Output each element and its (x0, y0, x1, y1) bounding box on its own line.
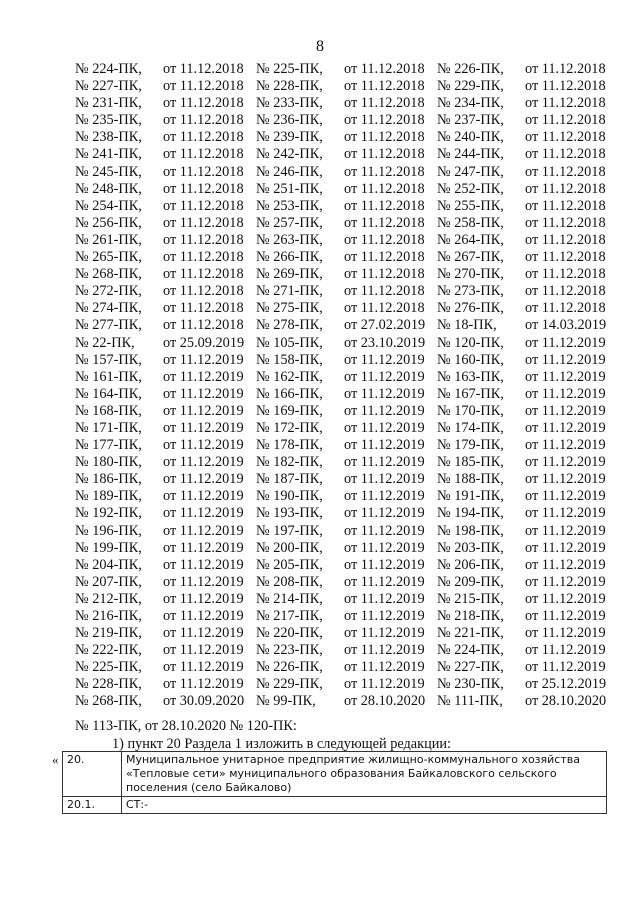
resolution-number: № 193-ПК, (256, 505, 323, 522)
resolution-number: № 200-ПК, (256, 539, 323, 556)
resolution-number: № 182-ПК, (256, 454, 323, 471)
resolution-number: № 164-ПК, (75, 385, 142, 402)
resolution-number: № 222-ПК, (75, 642, 142, 659)
resolution-list (75, 61, 608, 711)
resolution-number: № 177-ПК, (75, 437, 142, 454)
list-row (75, 471, 608, 488)
resolution-date: от 11.12.2018 (163, 266, 244, 283)
resolution-date: от 11.12.2018 (163, 129, 244, 146)
resolution-date: от 11.12.2018 (344, 163, 425, 180)
resolution-date: от 11.12.2018 (163, 231, 244, 248)
resolution-date: от 11.12.2018 (344, 231, 425, 248)
resolution-date: от 11.12.2018 (163, 61, 244, 77)
resolution-number: № 209-ПК, (437, 573, 504, 590)
resolution-date: от 11.12.2019 (163, 539, 244, 556)
resolution-number: № 167-ПК, (437, 385, 504, 402)
list-row (75, 232, 608, 249)
list-row (75, 540, 608, 557)
resolution-number: № 205-ПК, (256, 556, 323, 573)
resolution-number: № 226-ПК, (256, 659, 323, 676)
resolution-number: № 190-ПК, (256, 488, 323, 505)
resolution-number: № 99-ПК, (256, 693, 316, 710)
resolution-date: от 11.12.2018 (163, 317, 244, 334)
resolution-number: № 158-ПК, (256, 351, 323, 368)
resolution-number: № 244-ПК, (437, 146, 504, 163)
resolution-date: от 11.12.2019 (525, 402, 606, 419)
list-row (75, 608, 608, 625)
resolution-date: от 11.12.2019 (525, 522, 606, 539)
resolution-date: от 11.12.2018 (163, 249, 244, 266)
resolution-number: № 225-ПК, (256, 61, 323, 77)
item-text: СТ:- (122, 797, 607, 814)
resolution-date: от 27.02.2019 (344, 317, 426, 334)
resolution-number: № 189-ПК, (75, 488, 142, 505)
resolution-date: от 11.12.2019 (344, 608, 425, 624)
list-row (75, 488, 608, 505)
resolution-date: от 11.12.2018 (525, 61, 606, 77)
resolution-number: № 229-ПК, (256, 676, 323, 693)
resolution-number: № 265-ПК, (75, 249, 142, 266)
resolution-date: от 11.12.2018 (344, 78, 425, 95)
resolution-number: № 228-ПК, (256, 78, 323, 95)
resolution-number: № 191-ПК, (437, 488, 504, 505)
resolution-number: № 192-ПК, (75, 505, 142, 522)
resolution-number: № 252-ПК, (437, 180, 504, 197)
list-row (75, 283, 608, 300)
resolution-date: от 11.12.2018 (344, 180, 425, 197)
item-number: 20.1. (63, 797, 122, 814)
resolution-number: № 160-ПК, (437, 351, 504, 368)
resolution-number: № 185-ПК, (437, 454, 504, 471)
resolution-date: от 11.12.2018 (344, 266, 425, 283)
list-row (75, 693, 608, 710)
item-number: 20. (63, 752, 122, 797)
resolution-date: от 11.12.2019 (344, 505, 425, 522)
resolution-date: от 11.12.2018 (525, 300, 606, 317)
resolution-number: № 274-ПК, (75, 300, 142, 317)
resolution-date: от 28.10.2020 (525, 693, 607, 710)
resolution-date: от 11.12.2018 (344, 146, 425, 163)
resolution-date: от 11.12.2018 (525, 112, 606, 129)
resolution-number: № 276-ПК, (437, 300, 504, 317)
resolution-date: от 11.12.2019 (525, 556, 606, 573)
resolution-date: от 11.12.2019 (344, 488, 425, 505)
list-row (75, 557, 608, 574)
resolution-date: от 11.12.2019 (525, 608, 606, 624)
resolution-number: № 255-ПК, (437, 197, 504, 214)
resolution-date: от 11.12.2019 (344, 676, 425, 693)
resolution-number: № 187-ПК, (256, 471, 323, 488)
opening-quote-mark: « (52, 752, 59, 767)
list-row (75, 198, 608, 215)
resolution-date: от 11.12.2019 (525, 539, 606, 556)
resolution-date: от 11.12.2018 (163, 197, 244, 214)
resolution-number: № 111-ПК, (437, 693, 503, 710)
resolution-date: от 25.09.2019 (163, 334, 245, 351)
list-row (75, 676, 608, 693)
resolution-date: от 11.12.2018 (525, 78, 606, 95)
resolution-number: № 272-ПК, (75, 283, 142, 300)
resolution-date: от 11.12.2018 (344, 283, 425, 300)
list-row (75, 215, 608, 232)
amendment-intro: 1) пункт 20 Раздела 1 изложить в следующей редакции: (112, 736, 452, 752)
resolution-number: № 277-ПК, (75, 317, 142, 334)
resolution-date: от 11.12.2018 (525, 249, 606, 266)
list-row (75, 591, 608, 608)
resolution-number: № 278-ПК, (256, 317, 323, 334)
resolution-date: от 11.12.2019 (163, 625, 244, 642)
list-row (75, 266, 608, 283)
resolution-number: № 234-ПК, (437, 95, 504, 112)
resolution-date: от 11.12.2019 (344, 642, 425, 659)
resolution-number: № 168-ПК, (75, 402, 142, 419)
list-row (75, 300, 608, 317)
list-row (75, 403, 608, 420)
resolution-date: от 11.12.2018 (344, 112, 425, 129)
resolution-date: от 11.12.2018 (163, 283, 244, 300)
table-row (63, 752, 607, 797)
resolution-number: № 163-ПК, (437, 368, 504, 385)
resolution-date: от 11.12.2019 (525, 368, 606, 385)
resolution-date: от 11.12.2019 (344, 573, 425, 590)
resolution-date: от 11.12.2018 (525, 129, 606, 146)
list-tail-line: № 113-ПК, от 28.10.2020 № 120-ПК: (75, 718, 297, 734)
resolution-date: от 11.12.2019 (163, 402, 244, 419)
resolution-date: от 11.12.2019 (525, 351, 606, 368)
resolution-number: № 220-ПК, (256, 625, 323, 642)
resolution-date: от 11.12.2019 (344, 539, 425, 556)
resolution-number: № 188-ПК, (437, 471, 504, 488)
resolution-number: № 261-ПК, (75, 231, 142, 248)
resolution-date: от 11.12.2019 (525, 471, 606, 488)
resolution-number: № 162-ПК, (256, 368, 323, 385)
resolution-date: от 11.12.2018 (525, 266, 606, 283)
resolution-date: от 11.12.2019 (344, 385, 425, 402)
resolution-number: № 257-ПК, (256, 214, 323, 231)
resolution-number: № 228-ПК, (75, 676, 142, 693)
resolution-number: № 240-ПК, (437, 129, 504, 146)
resolution-number: № 253-ПК, (256, 197, 323, 214)
resolution-number: № 267-ПК, (437, 249, 504, 266)
resolution-number: № 263-ПК, (256, 231, 323, 248)
resolution-number: № 178-ПК, (256, 437, 323, 454)
resolution-date: от 11.12.2018 (525, 214, 606, 231)
resolution-number: № 246-ПК, (256, 163, 323, 180)
resolution-date: от 11.12.2019 (344, 454, 425, 471)
resolution-number: № 217-ПК, (256, 608, 323, 624)
table-row (63, 797, 607, 814)
resolution-number: № 266-ПК, (256, 249, 323, 266)
resolution-number: № 227-ПК, (75, 78, 142, 95)
resolution-number: № 194-ПК, (437, 505, 504, 522)
resolution-number: № 241-ПК, (75, 146, 142, 163)
resolution-date: от 11.12.2019 (344, 556, 425, 573)
resolution-number: № 216-ПК, (75, 608, 142, 624)
resolution-number: № 231-ПК, (75, 95, 142, 112)
resolution-number: № 242-ПК, (256, 146, 323, 163)
resolution-number: № 197-ПК, (256, 522, 323, 539)
resolution-date: от 11.12.2018 (163, 180, 244, 197)
resolution-date: от 11.12.2018 (344, 214, 425, 231)
resolution-date: от 11.12.2018 (525, 163, 606, 180)
resolution-date: от 11.12.2019 (525, 625, 606, 642)
resolution-number: № 251-ПК, (256, 180, 323, 197)
resolution-date: от 11.12.2018 (344, 129, 425, 146)
resolution-number: № 206-ПК, (437, 556, 504, 573)
resolution-number: № 198-ПК, (437, 522, 504, 539)
list-row (75, 112, 608, 129)
resolution-date: от 11.12.2019 (344, 437, 425, 454)
resolution-number: № 227-ПК, (437, 659, 504, 676)
resolution-number: № 161-ПК, (75, 368, 142, 385)
resolution-date: от 11.12.2018 (344, 95, 425, 112)
resolution-date: от 11.12.2019 (344, 419, 425, 436)
resolution-date: от 11.12.2019 (163, 522, 244, 539)
resolution-number: № 225-ПК, (75, 659, 142, 676)
resolution-number: № 157-ПК, (75, 351, 142, 368)
list-row (75, 523, 608, 540)
resolution-number: № 179-ПК, (437, 437, 504, 454)
resolution-date: от 11.12.2019 (163, 419, 244, 436)
resolution-date: от 11.12.2019 (163, 642, 244, 659)
resolution-number: № 174-ПК, (437, 419, 504, 436)
resolution-date: от 25.12.2019 (525, 676, 607, 693)
resolution-date: от 11.12.2019 (525, 505, 606, 522)
resolution-number: № 171-ПК, (75, 419, 142, 436)
resolution-date: от 11.12.2019 (525, 659, 606, 676)
resolution-number: № 256-ПК, (75, 214, 142, 231)
resolution-number: № 208-ПК, (256, 573, 323, 590)
resolution-number: № 166-ПК, (256, 385, 323, 402)
resolution-number: № 199-ПК, (75, 539, 142, 556)
resolution-number: № 271-ПК, (256, 283, 323, 300)
resolution-date: от 11.12.2019 (163, 368, 244, 385)
resolution-number: № 254-ПК, (75, 197, 142, 214)
resolution-date: от 11.12.2018 (525, 231, 606, 248)
resolution-date: от 11.12.2019 (525, 642, 606, 659)
resolution-date: от 30.09.2020 (163, 693, 245, 710)
resolution-number: № 236-ПК, (256, 112, 323, 129)
list-row (75, 181, 608, 198)
resolution-date: от 11.12.2018 (163, 78, 244, 95)
resolution-number: № 186-ПК, (75, 471, 142, 488)
resolution-number: № 224-ПК, (75, 61, 142, 77)
resolution-number: № 235-ПК, (75, 112, 142, 129)
resolution-date: от 11.12.2019 (525, 573, 606, 590)
resolution-number: № 247-ПК, (437, 163, 504, 180)
resolution-date: от 11.12.2018 (525, 283, 606, 300)
resolution-number: № 229-ПК, (437, 78, 504, 95)
resolution-number: № 180-ПК, (75, 454, 142, 471)
resolution-date: от 11.12.2019 (344, 471, 425, 488)
resolution-date: от 11.12.2019 (525, 437, 606, 454)
resolution-number: № 169-ПК, (256, 402, 323, 419)
list-row (75, 164, 608, 181)
resolution-date: от 11.12.2018 (525, 197, 606, 214)
resolution-number: № 120-ПК, (437, 334, 504, 351)
resolution-number: № 203-ПК, (437, 539, 504, 556)
resolution-date: от 11.12.2019 (163, 471, 244, 488)
resolution-number: № 275-ПК, (256, 300, 323, 317)
resolution-number: № 223-ПК, (256, 642, 323, 659)
resolution-date: от 11.12.2018 (525, 146, 606, 163)
resolution-date: от 11.12.2019 (525, 419, 606, 436)
resolution-number: № 22-ПК, (75, 334, 135, 351)
resolution-date: от 11.12.2019 (163, 385, 244, 402)
resolution-date: от 23.10.2019 (344, 334, 426, 351)
resolution-number: № 269-ПК, (256, 266, 323, 283)
resolution-date: от 28.10.2020 (344, 693, 426, 710)
resolution-number: № 230-ПК, (437, 676, 504, 693)
resolution-date: от 11.12.2019 (163, 556, 244, 573)
resolution-number: № 214-ПК, (256, 590, 323, 607)
resolution-date: от 11.12.2019 (163, 590, 244, 607)
resolution-date: от 11.12.2018 (344, 61, 425, 77)
resolution-date: от 11.12.2018 (525, 95, 606, 112)
resolution-date: от 11.12.2019 (163, 437, 244, 454)
resolution-number: № 224-ПК, (437, 642, 504, 659)
resolution-number: № 170-ПК, (437, 402, 504, 419)
resolution-date: от 11.12.2018 (163, 214, 244, 231)
resolution-number: № 273-ПК, (437, 283, 504, 300)
resolution-number: № 248-ПК, (75, 180, 142, 197)
list-row (75, 369, 608, 386)
resolution-date: от 11.12.2019 (163, 351, 244, 368)
resolution-date: от 11.12.2018 (344, 249, 425, 266)
list-row (75, 642, 608, 659)
list-row (75, 386, 608, 403)
resolution-date: от 11.12.2018 (163, 163, 244, 180)
resolution-number: № 270-ПК, (437, 266, 504, 283)
resolution-number: № 105-ПК, (256, 334, 323, 351)
resolution-date: от 14.03.2019 (525, 317, 607, 334)
resolution-number: № 218-ПК, (437, 608, 504, 624)
resolution-date: от 11.12.2018 (163, 300, 244, 317)
list-row (75, 420, 608, 437)
list-row (75, 95, 608, 112)
list-row (75, 129, 608, 146)
amendment-table (62, 751, 607, 814)
resolution-number: № 264-ПК, (437, 231, 504, 248)
resolution-number: № 226-ПК, (437, 61, 504, 77)
page-number: 8 (316, 38, 324, 55)
list-row (75, 335, 608, 352)
resolution-date: от 11.12.2018 (344, 197, 425, 214)
list-row (75, 454, 608, 471)
resolution-date: от 11.12.2019 (163, 505, 244, 522)
list-row (75, 437, 608, 454)
resolution-date: от 11.12.2019 (163, 573, 244, 590)
list-row (75, 505, 608, 522)
resolution-date: от 11.12.2019 (525, 590, 606, 607)
resolution-number: № 221-ПК, (437, 625, 504, 642)
resolution-number: № 239-ПК, (256, 129, 323, 146)
resolution-date: от 11.12.2019 (163, 659, 244, 676)
resolution-date: от 11.12.2019 (344, 402, 425, 419)
resolution-date: от 11.12.2019 (163, 454, 244, 471)
list-row (75, 146, 608, 163)
list-row (75, 352, 608, 369)
resolution-date: от 11.12.2018 (344, 300, 425, 317)
resolution-date: от 11.12.2018 (163, 112, 244, 129)
resolution-date: от 11.12.2018 (525, 180, 606, 197)
resolution-number: № 237-ПК, (437, 112, 504, 129)
resolution-date: от 11.12.2019 (344, 351, 425, 368)
list-row (75, 659, 608, 676)
resolution-number: № 238-ПК, (75, 129, 142, 146)
resolution-date: от 11.12.2019 (163, 608, 244, 624)
list-row (75, 574, 608, 591)
resolution-date: от 11.12.2019 (525, 454, 606, 471)
resolution-number: № 268-ПК, (75, 266, 142, 283)
list-row (75, 317, 608, 334)
resolution-date: от 11.12.2019 (163, 676, 244, 693)
list-row (75, 78, 608, 95)
resolution-date: от 11.12.2019 (344, 522, 425, 539)
item-text: Муниципальное унитарное предприятие жилищно-коммунального хозяйства «Тепловые сети» муниципального образования Байкаловского сельского поселения (село Байкалово) (122, 752, 607, 797)
resolution-date: от 11.12.2019 (525, 385, 606, 402)
resolution-date: от 11.12.2018 (163, 146, 244, 163)
resolution-number: № 258-ПК, (437, 214, 504, 231)
resolution-number: № 219-ПК, (75, 625, 142, 642)
resolution-date: от 11.12.2018 (163, 95, 244, 112)
resolution-date: от 11.12.2019 (163, 488, 244, 505)
list-row (75, 61, 608, 78)
resolution-date: от 11.12.2019 (344, 659, 425, 676)
list-row (75, 625, 608, 642)
resolution-date: от 11.12.2019 (525, 488, 606, 505)
list-row (75, 249, 608, 266)
resolution-number: № 215-ПК, (437, 590, 504, 607)
resolution-date: от 11.12.2019 (344, 590, 425, 607)
resolution-number: № 204-ПК, (75, 556, 142, 573)
resolution-date: от 11.12.2019 (525, 334, 606, 351)
resolution-number: № 196-ПК, (75, 522, 142, 539)
resolution-number: № 172-ПК, (256, 419, 323, 436)
resolution-number: № 233-ПК, (256, 95, 323, 112)
resolution-number: № 268-ПК, (75, 693, 142, 710)
resolution-number: № 18-ПК, (437, 317, 497, 334)
resolution-number: № 245-ПК, (75, 163, 142, 180)
resolution-date: от 11.12.2019 (344, 368, 425, 385)
resolution-date: от 11.12.2019 (344, 625, 425, 642)
resolution-number: № 212-ПК, (75, 590, 142, 607)
resolution-number: № 207-ПК, (75, 573, 142, 590)
